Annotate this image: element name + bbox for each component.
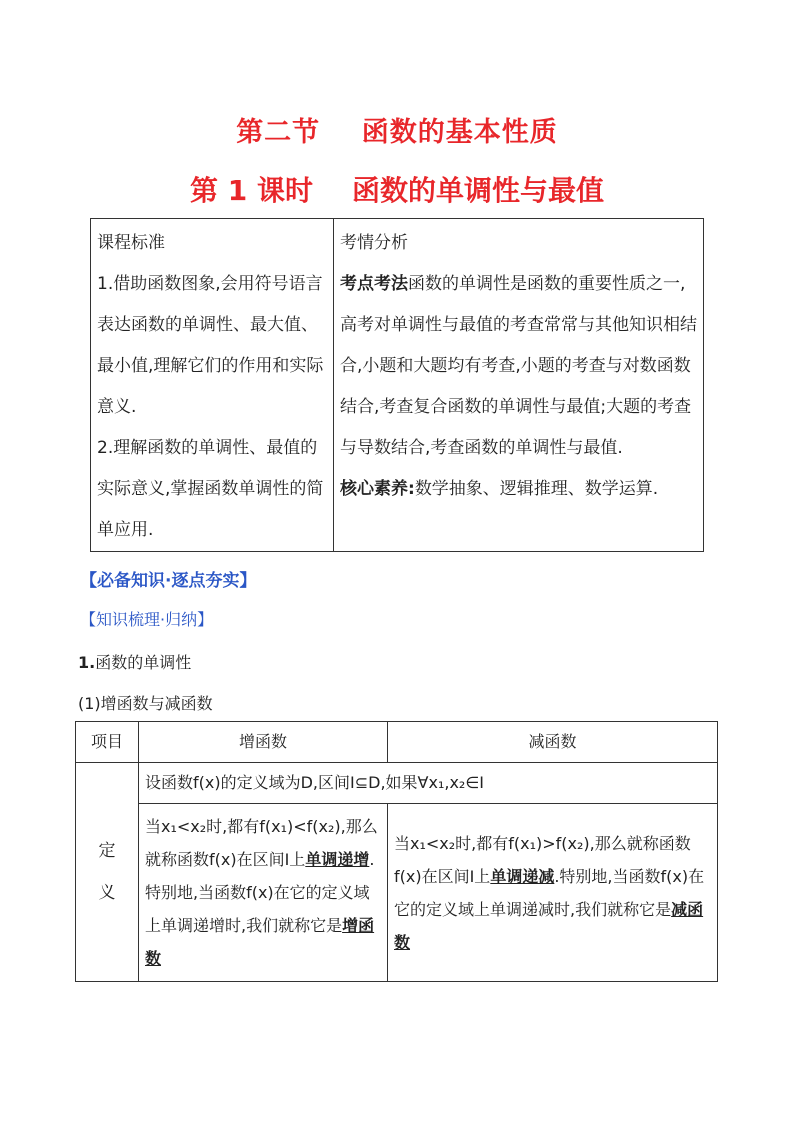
heading-number: 1. xyxy=(78,653,96,672)
key-term-increasing: 单调递增 xyxy=(305,850,370,869)
decreasing-definition: 当x₁<x₂时,都有f(x₁)>f(x₂),那么就称函数f(x)在区间I上单调递减.特别地,当函数f(x)在它的定义域上单调递减时,我们就称它是减函数 xyxy=(388,804,718,982)
suyang-text: 数学抽象、逻辑推理、数学运算. xyxy=(414,479,659,499)
heading-monotonicity xyxy=(78,650,191,673)
standards-cell xyxy=(91,219,334,552)
analysis-cell xyxy=(334,219,704,552)
section-title: 第二节 函数的基本性质 xyxy=(236,117,558,148)
standards-table xyxy=(90,218,704,552)
key-term-increasing-function: 增函数 xyxy=(145,916,375,968)
sub-heading: 【知识梳理·归纳】 xyxy=(80,610,214,629)
analysis-header: 考情分析 xyxy=(340,233,408,253)
kaodian-paragraph xyxy=(340,264,697,469)
section-heading: 【必备知识·逐点夯实】 xyxy=(80,571,257,591)
suyang-paragraph: 核心素养:数学抽象、逻辑推理、数学运算. xyxy=(340,479,659,499)
col-decreasing-header: 减函数 xyxy=(388,722,718,763)
standards-header: 课程标准 xyxy=(97,233,165,253)
suyang-label: 核心素养 xyxy=(340,479,408,499)
col-increasing-header: 增函数 xyxy=(139,722,388,763)
heading-inc-dec: (1)增函数与减函数 xyxy=(78,694,213,713)
standard-item-2: 2.理解函数的单调性、最值的实际意义,掌握函数单调性的简单应用. xyxy=(97,438,324,540)
key-term-decreasing-function: 减函数 xyxy=(394,899,704,952)
kaodian-label: 考点考法 xyxy=(340,274,408,294)
lesson-title: 第 1 课时 函数的单调性与最值 xyxy=(190,174,604,207)
monotonicity-table xyxy=(75,721,718,982)
heading-text: 函数的单调性 xyxy=(95,653,192,672)
kaodian-text: 函数的单调性是函数的重要性质之一,高考对单调性与最值的考查常常与其他知识相结合,小题和大题均有考查,小题的考查与对数函数结合,考查复合函数的单调性与最值;大题的考查与导数结合,考查函数的单调性与最值. xyxy=(340,274,697,458)
standard-item-1: 1.借助函数图象,会用符号语言表达函数的单调性、最大值、最小值,理解它们的作用和实际意义. xyxy=(97,274,324,417)
common-condition: 设函数f(x)的定义域为D,区间I⊆D,如果∀x₁,x₂∈I xyxy=(139,763,718,804)
increasing-definition: 当x₁<x₂时,都有f(x₁)<f(x₂),那么就称函数f(x)在区间I上单调递增.特别地,当函数f(x)在它的定义域上单调递增时,我们就称它是增函数 xyxy=(139,804,388,982)
definition-label: 定 义 xyxy=(76,763,139,982)
key-term-decreasing: 单调递减 xyxy=(490,866,555,886)
col-item-header: 项目 xyxy=(76,722,139,763)
